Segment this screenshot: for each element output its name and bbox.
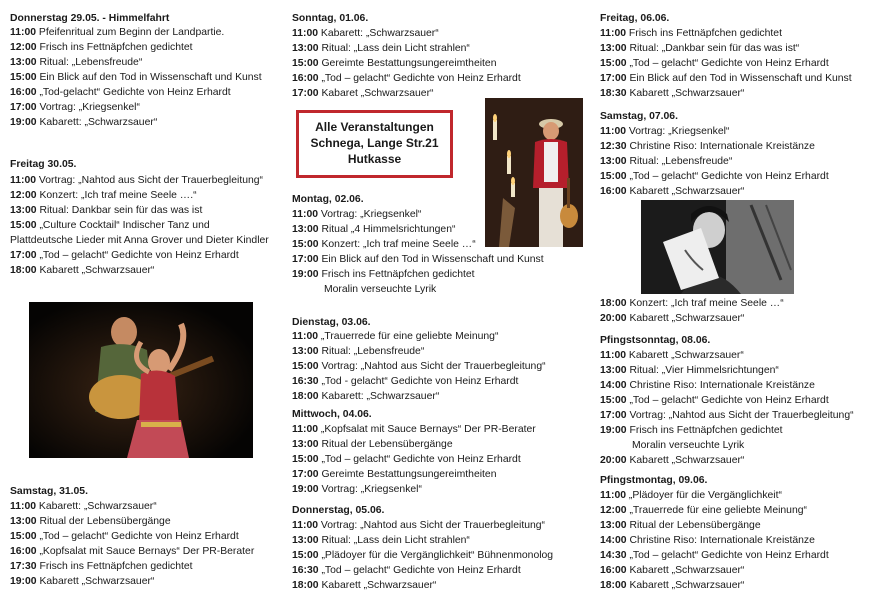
event-time: 15:00 [600,395,627,406]
event-title: „Tod – gelacht“ Gedichte von Heinz Erhardt [629,58,829,69]
event-row [600,27,782,41]
event-time: 15:00 [10,72,37,83]
event-time: 18:00 [600,580,627,591]
event-title: Christine Riso: Internationale Kreistänze [629,535,815,546]
event-title: Kabarett „Schwarzsauer“ [321,580,437,591]
event-time: 13:00 [600,43,627,54]
day-heading: Freitag, 06.06. [600,13,670,24]
event-time: 11:00 [292,424,319,435]
event-time: 13:00 [292,224,319,235]
event-time: 15:00 [10,531,37,542]
event-title: „Culture Cocktail“ Indischer Tanz und [39,220,210,231]
event-row [292,483,422,497]
event-time: 15:00 [10,220,37,231]
event-row [600,349,744,363]
info-line: Alle Veranstaltungen [315,120,434,134]
event-time: 11:00 [292,331,319,342]
column-1 [0,0,280,616]
event-title: „Tod – gelacht“ Gedichte von Heinz Erhardt [39,250,239,261]
event-row [292,345,424,359]
event-title: Ritual: „Dankbar sein für das was ist“ [629,43,800,54]
event-row [10,264,154,278]
event-row [600,185,744,199]
event-title: Konzert: „Ich traf meine Seele ….“ [39,190,197,201]
event-row [600,170,829,184]
photo-portrait [641,200,794,294]
event-time: 17:00 [10,250,37,261]
event-time: 18:00 [10,265,37,276]
event-title: Vortrag: „Nahtod aus Sicht der Trauerbegleitung“ [320,520,546,531]
event-row [292,564,521,578]
event-title: Plattdeutsche Lieder mit Anna Grover und Dieter Kindler [10,235,269,246]
event-time: 13:00 [600,520,627,531]
event-title: „Tod – gelacht“ Gedichte von Heinz Erhardt [39,531,239,542]
info-line: Hutkasse [347,152,402,166]
event-time: 13:00 [292,535,319,546]
event-row [292,72,521,86]
event-time: 15:00 [292,454,319,465]
event-title: Kabarett „Schwarzsauer“ [39,576,155,587]
photo-dancers [29,302,253,458]
event-time: 17:00 [600,410,627,421]
event-time: 13:00 [10,516,37,527]
event-row [600,519,761,533]
event-row [292,549,553,563]
event-title: Ritual: „Lass dein Licht strahlen“ [321,535,470,546]
event-row [10,189,197,203]
event-row [292,87,434,101]
event-row [10,560,193,574]
event-time: 13:00 [10,57,37,68]
info-line: Schnega, Lange Str.21 [310,136,439,150]
day-heading: Pfingstmontag, 09.06. [600,475,708,486]
event-row [600,409,854,423]
event-time: 13:00 [292,43,319,54]
event-time: 12:00 [10,42,37,53]
event-row [10,575,154,589]
event-row [10,515,171,529]
event-row [632,439,744,453]
portrait-image [641,200,794,294]
event-time: 18:30 [600,88,627,99]
event-row [292,330,498,344]
event-title: Vortrag: „Nahtod aus Sicht der Trauerbegleitung“ [38,175,264,186]
event-title: „Tod - gelacht“ Gedichte von Heinz Erhardt [321,376,519,387]
event-time: 13:00 [292,346,319,357]
event-row [292,268,475,282]
event-title: Kabarett: „Schwarzsauer“ [38,501,157,512]
event-time: 17:00 [292,254,319,265]
event-row [10,116,157,130]
event-row [292,534,470,548]
event-row [600,312,744,326]
event-title: Kabarett „Schwarzsauer“ [39,265,155,276]
event-time: 19:00 [10,576,37,587]
event-row [292,453,521,467]
event-title: „Tod – gelacht“ Gedichte von Heinz Erhardt [321,454,521,465]
event-row [10,219,210,233]
event-time: 16:00 [292,73,319,84]
event-time: 19:00 [600,425,627,436]
event-title: Ein Blick auf den Tod in Wissenschaft und Kunst [629,73,852,84]
event-title: Ritual: „Vier Himmelsrichtungen“ [629,365,779,376]
event-row [10,174,263,188]
event-time: 16:30 [292,376,319,387]
event-time: 18:00 [292,391,319,402]
event-row [600,155,732,169]
event-row [600,379,815,393]
event-row [10,234,269,248]
event-row [600,564,744,578]
day-heading: Donnerstag 29.05. - Himmelfahrt [10,13,170,24]
event-time: 11:00 [10,501,37,512]
event-title: Ritual der Lebensübergänge [629,520,761,531]
event-time: 16:00 [10,546,37,557]
event-row [10,26,224,40]
event-title: Ritual der Lebensübergänge [321,439,453,450]
event-title: Ritual: „Lebensfreude“ [39,57,143,68]
event-title: Frisch ins Fettnäpfchen gedichtet [628,28,782,39]
event-title: Kabaret „Schwarzsauer“ [321,88,434,99]
performer-image [485,98,583,247]
event-time: 11:00 [292,520,319,531]
event-time: 11:00 [600,126,627,137]
event-row [600,534,815,548]
event-row [292,468,496,482]
event-title: „Tod – gelacht“ Gedichte von Heinz Erhardt [629,395,829,406]
event-title: Ritual „4 Himmelsrichtungen“ [321,224,456,235]
event-title: Gereimte Bestattungsungereimtheiten [321,469,497,480]
event-title: Kabarett „Schwarzsauer“ [629,565,745,576]
event-title: Ritual: „Lass dein Licht strahlen“ [321,43,470,54]
event-time: 15:00 [292,361,319,372]
event-row [292,438,453,452]
event-time: 15:00 [600,171,627,182]
event-time: 12:30 [600,141,627,152]
event-time: 19:00 [292,269,319,280]
event-time: 14:30 [600,550,627,561]
event-row [600,125,729,139]
event-title: Gereimte Bestattungsungereimtheiten [321,58,497,69]
event-time: 20:00 [600,313,627,324]
event-time: 11:00 [600,28,627,39]
day-heading: Samstag, 07.06. [600,111,678,122]
event-title: Vortrag: „Nahtod aus Sicht der Trauerbegleitung“ [321,361,546,372]
event-time: 13:00 [292,439,319,450]
event-row [292,238,476,252]
event-title: Konzert: „Ich traf meine Seele …“ [629,298,784,309]
event-row [292,423,536,437]
event-title: „Plädoyer für die Vergänglichkeit“ [628,490,782,501]
event-title: Moralin verseuchte Lyrik [324,284,437,295]
event-row [600,72,852,86]
event-time: 17:00 [10,102,37,113]
event-title: Kabarett: „Schwarzsauer“ [320,28,439,39]
event-time: 19:00 [292,484,319,495]
event-title: Moralin verseuchte Lyrik [632,440,745,451]
event-title: Ritual: „Lebensfreude“ [321,346,425,357]
event-title: Ritual: Dankbar sein für das was ist [39,205,203,216]
event-time: 15:00 [292,550,319,561]
photo-performer [485,98,583,247]
event-title: Vortrag: „Kriegsenkel“ [628,126,730,137]
day-heading: Mittwoch, 04.06. [292,409,372,420]
info-box [296,110,453,178]
event-title: Konzert: „Ich traf meine Seele …“ [321,239,476,250]
day-heading: Samstag, 31.05. [10,486,88,497]
event-row [600,579,744,593]
event-time: 17:00 [292,88,319,99]
event-title: „Tod – gelacht“ Gedichte von Heinz Erhardt [629,171,829,182]
event-row [10,204,202,218]
event-title: Kabarett „Schwarzsauer“ [628,350,744,361]
dancers-image [29,302,253,458]
event-row [292,579,436,593]
event-time: 14:00 [600,535,627,546]
event-time: 13:00 [10,205,37,216]
event-time: 17:30 [10,561,37,572]
event-title: „Trauerrede für eine geliebte Meinung“ [320,331,499,342]
event-row [10,71,262,85]
event-title: Ein Blick auf den Tod in Wissenschaft und Kunst [321,254,544,265]
event-time: 16:30 [292,565,319,576]
event-row [10,41,193,55]
event-time: 11:00 [292,28,319,39]
event-row [10,545,254,559]
event-title: „Plädoyer für die Vergänglichkeit“ Bühnenmonolog [321,550,554,561]
event-time: 11:00 [292,209,319,220]
event-row [600,364,779,378]
event-title: „Tod – gelacht“ Gedichte von Heinz Erhardt [321,565,521,576]
event-title: Kabarett „Schwarzsauer“ [629,186,745,197]
event-title: Ein Blick auf den Tod in Wissenschaft und Kunst [39,72,262,83]
event-row [292,253,544,267]
event-row [292,27,439,41]
event-time: 18:00 [600,298,627,309]
event-title: „Kopfsalat mit Sauce Bernays“ Der PR-Berater [39,546,255,557]
event-title: Vortrag: „Kriegsenkel“ [320,209,422,220]
event-row [600,140,815,154]
event-time: 16:00 [600,186,627,197]
event-title: „Kopfsalat mit Sauce Bernays“ Der PR-Berater [320,424,536,435]
event-title: Kabarett: „Schwarzsauer“ [39,117,158,128]
event-row [600,394,829,408]
event-row [292,223,455,237]
day-heading: Pfingstsonntag, 08.06. [600,335,711,346]
event-row [600,489,782,503]
event-row [600,57,829,71]
event-time: 15:00 [292,58,319,69]
event-title: „Tod-gelacht“ Gedichte von Heinz Erhardt [39,87,231,98]
event-time: 15:00 [292,239,319,250]
event-time: 11:00 [10,27,37,38]
event-time: 12:00 [600,505,627,516]
column-3 [590,0,870,616]
event-title: Vortrag: „Kriegsenkel“ [39,102,140,113]
event-row [292,390,439,404]
event-time: 18:00 [292,580,319,591]
day-heading: Dienstag, 03.06. [292,317,371,328]
event-row [600,87,744,101]
event-time: 17:00 [600,73,627,84]
event-time: 11:00 [600,350,627,361]
event-title: Ritual: „Lebensfreude“ [629,156,733,167]
event-row [10,86,231,100]
event-row [600,297,784,311]
event-row [600,424,783,438]
event-time: 17:00 [292,469,319,480]
event-title: Kabarett „Schwarzsauer“ [629,88,745,99]
event-title: Ritual der Lebensübergänge [39,516,171,527]
event-time: 16:00 [10,87,37,98]
event-row [600,504,807,518]
event-title: Frisch ins Fettnäpfchen gedichtet [39,561,193,572]
event-row [10,56,142,70]
event-time: 11:00 [600,490,627,501]
event-title: Frisch ins Fettnäpfchen gedichtet [39,42,193,53]
event-title: Frisch ins Fettnäpfchen gedichtet [321,269,475,280]
event-title: Vortrag: „Kriegsenkel“ [321,484,422,495]
event-row [10,500,157,514]
day-heading: Sonntag, 01.06. [292,13,369,24]
event-row [292,519,545,533]
event-row [10,249,239,263]
event-title: Frisch ins Fettnäpfchen gedichtet [629,425,783,436]
event-time: 15:00 [600,58,627,69]
event-title: „Trauerrede für eine geliebte Meinung“ [629,505,807,516]
event-row [292,57,496,71]
event-title: „Tod – gelacht“ Gedichte von Heinz Erhardt [321,73,521,84]
event-title: Kabarett: „Schwarzsauer“ [321,391,440,402]
event-row [324,283,436,297]
event-time: 12:00 [10,190,37,201]
event-time: 16:00 [600,565,627,576]
event-title: Christine Riso: Internationale Kreistänze [629,141,815,152]
event-title: Vortrag: „Nahtod aus Sicht der Trauerbegleitung“ [629,410,854,421]
event-title: „Tod – gelacht“ Gedichte von Heinz Erhardt [629,550,829,561]
event-row [292,208,421,222]
event-row [292,375,518,389]
event-title: Kabarett „Schwarzsauer“ [629,455,745,466]
event-row [10,101,140,115]
event-title: Christine Riso: Internationale Kreistänze [629,380,815,391]
day-heading: Freitag 30.05. [10,159,77,170]
event-time: 14:00 [600,380,627,391]
event-title: Kabarett „Schwarzsauer“ [629,313,745,324]
day-heading: Donnerstag, 05.06. [292,505,385,516]
event-time: 13:00 [600,156,627,167]
event-time: 19:00 [10,117,37,128]
event-time: 13:00 [600,365,627,376]
column-2 [280,0,590,616]
event-row [292,360,546,374]
event-row [600,454,744,468]
event-row [292,42,470,56]
day-heading: Montag, 02.06. [292,194,364,205]
event-row [600,549,829,563]
event-time: 11:00 [10,175,37,186]
event-title: Kabarett „Schwarzsauer“ [629,580,745,591]
event-row [10,530,239,544]
event-time: 20:00 [600,455,627,466]
event-title: Pfeifenritual zum Beginn der Landpartie. [38,27,225,38]
event-row [600,42,799,56]
